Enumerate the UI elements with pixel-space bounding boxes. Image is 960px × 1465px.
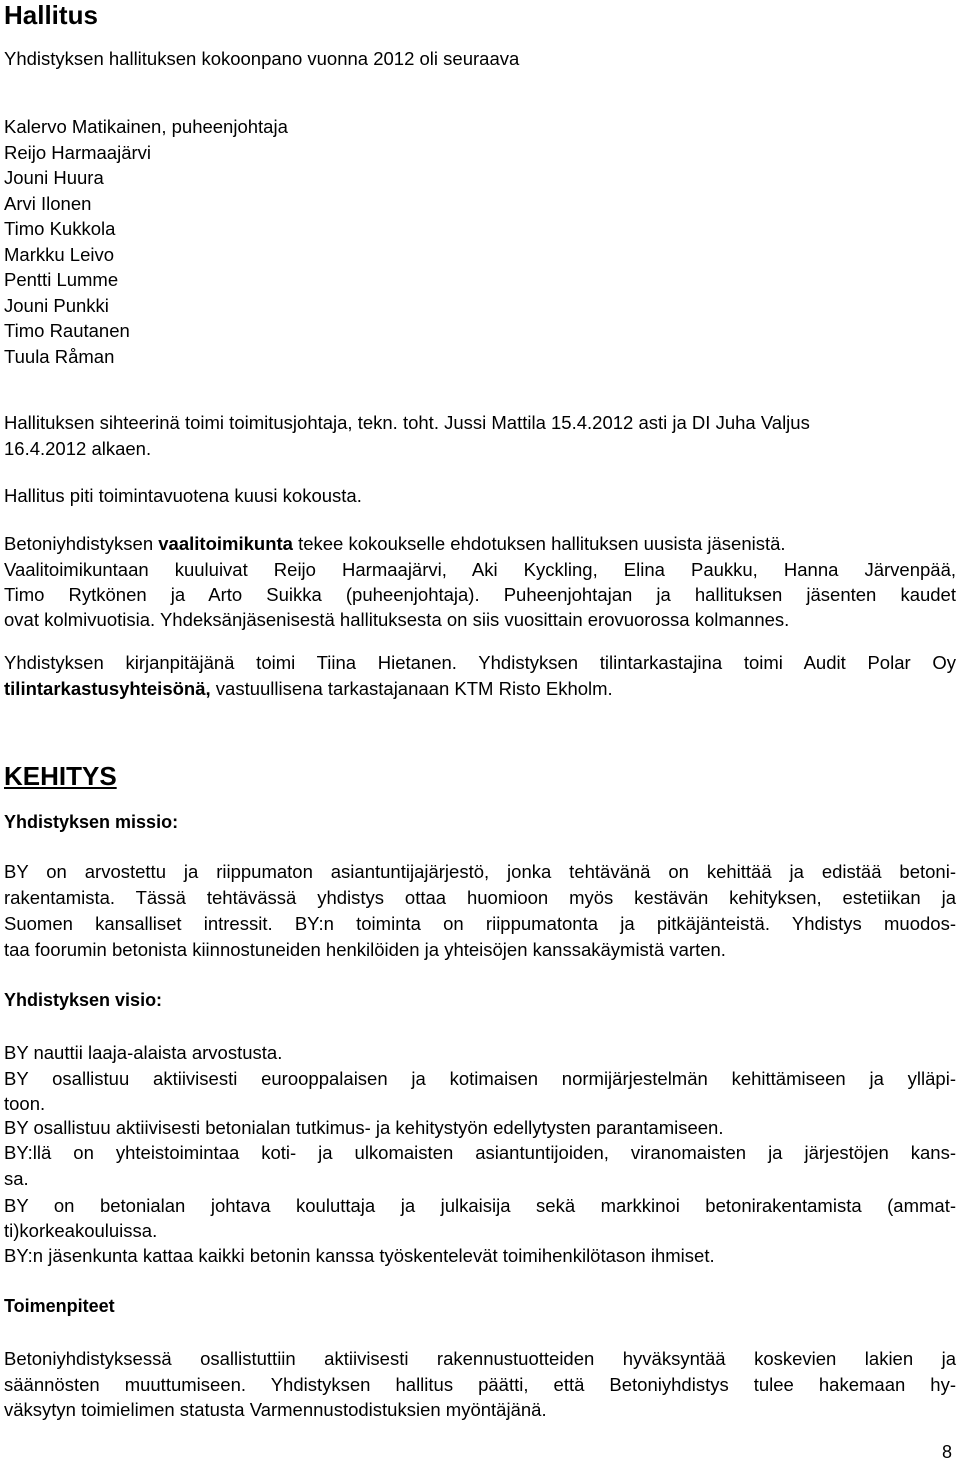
section-title-hallitus: Hallitus — [4, 0, 98, 30]
board-member: Tuula Råman — [4, 346, 115, 367]
audit-line — [4, 676, 613, 702]
mission-heading: Yhdistyksen missio: — [4, 812, 179, 832]
vision-line: sa. — [4, 1168, 29, 1189]
page-number: 8 — [941, 1442, 952, 1462]
secretary-line: 16.4.2012 alkaen. — [4, 438, 152, 459]
board-member: Markku Leivo — [4, 244, 115, 265]
vision-line: BY:n jäsenkunta kattaa kaikki betonin kanssa työskentelevät toimihenkilötason ihmiset. — [4, 1245, 715, 1266]
election-committee-line: Timo Rytkönen ja Arto Suikka (puheenjohtaja). Puheenjohtajan ja hallituksen jäsenten kaudet — [4, 584, 956, 605]
audit-bold: tilintarkastusyhteisönä, — [4, 678, 211, 699]
mission-line: rakentamista. Tässä tehtävässä yhdistys ottaa huomioon myös kestävän kehityksen, estetiikan ja — [4, 887, 956, 908]
election-committee-prefix: Betoniyhdistyksen — [4, 533, 159, 554]
actions-line: säännösten muuttumiseen. Yhdistyksen hallitus päätti, että Betoniyhdistys tulee hakemaan hy- — [4, 1374, 956, 1395]
board-member: Timo Rautanen — [4, 320, 130, 341]
vision-line: BY:llä on yhteistoimintaa koti- ja ulkomaisten asiantuntijoiden, viranomaisten ja järjestöjen kans- — [4, 1142, 956, 1163]
secretary-line: Hallituksen sihteerinä toimi toimitusjohtaja, tekn. toht. Jussi Mattila 15.4.2012 asti ja DI Juha Valjus — [4, 412, 810, 433]
board-member: Arvi Ilonen — [4, 193, 92, 214]
mission-line: BY on arvostettu ja riippumaton asiantuntijajärjestö, jonka tehtävänä on kehittää ja edistää betoni- — [4, 861, 956, 882]
audit-suffix: vastuullisena tarkastajanaan KTM Risto Ekholm. — [210, 678, 613, 699]
vision-heading: Yhdistyksen visio: — [4, 990, 163, 1010]
vision-line: BY osallistuu aktiivisesti eurooppalaisen ja kotimaisen normijärjestelmän kehittämiseen ja ylläpi- — [4, 1068, 956, 1089]
election-committee-line: ovat kolmivuotisia. Yhdeksänjäsenisestä hallituksesta on siis vuosittain erovuorossa kolmannes. — [4, 609, 790, 630]
board-member: Timo Kukkola — [4, 218, 116, 239]
election-committee-bold: vaalitoimikunta — [158, 533, 293, 554]
audit-line: Yhdistyksen kirjanpitäjänä toimi Tiina Hietanen. Yhdistyksen tilintarkastajina toimi Audit Polar Oy — [4, 652, 956, 673]
board-member: Reijo Harmaajärvi — [4, 142, 152, 163]
vision-line: BY nauttii laaja-alaista arvostusta. — [4, 1042, 283, 1063]
board-intro: Yhdistyksen hallituksen kokoonpano vuonna 2012 oli seuraava — [4, 48, 520, 69]
section-title-kehitys: KEHITYS — [4, 761, 117, 791]
vision-line: toon. — [4, 1093, 46, 1114]
board-member: Kalervo Matikainen, puheenjohtaja — [4, 116, 288, 137]
election-committee-line — [4, 531, 786, 557]
board-member: Jouni Huura — [4, 167, 104, 188]
mission-line: Suomen kansalliset intressit. BY:n toiminta on riippumatonta ja pitkäjänteistä. Yhdistys muodos- — [4, 913, 956, 934]
vision-line: BY osallistuu aktiivisesti betonialan tutkimus- ja kehitystyön edellytysten parantamiseen. — [4, 1117, 724, 1138]
vision-line: ti)korkeakouluissa. — [4, 1220, 158, 1241]
actions-heading: Toimenpiteet — [4, 1296, 115, 1316]
board-member: Jouni Punkki — [4, 295, 109, 316]
meetings-text: Hallitus piti toimintavuotena kuusi kokousta. — [4, 485, 362, 506]
vision-line: BY on betonialan johtava kouluttaja ja julkaisija sekä markkinoi betonirakentamista (ammat- — [4, 1195, 956, 1216]
actions-line: Betoniyhdistyksessä osallistuttiin aktiivisesti rakennustuotteiden hyväksyntää koskevien lakien ja — [4, 1348, 956, 1369]
board-member: Pentti Lumme — [4, 269, 119, 290]
election-committee-line: Vaalitoimikuntaan kuuluivat Reijo Harmaajärvi, Aki Kyckling, Elina Paukku, Hanna Järvenpää, — [4, 559, 956, 580]
mission-line: taa foorumin betonista kiinnostuneiden henkilöiden ja yhteisöjen kanssakäymistä varten. — [4, 939, 726, 960]
election-committee-suffix: tekee kokoukselle ehdotuksen hallituksen uusista jäsenistä. — [292, 533, 786, 554]
actions-line: väksytyn toimielimen statusta Varmennustodistuksien myöntäjänä. — [4, 1399, 547, 1420]
